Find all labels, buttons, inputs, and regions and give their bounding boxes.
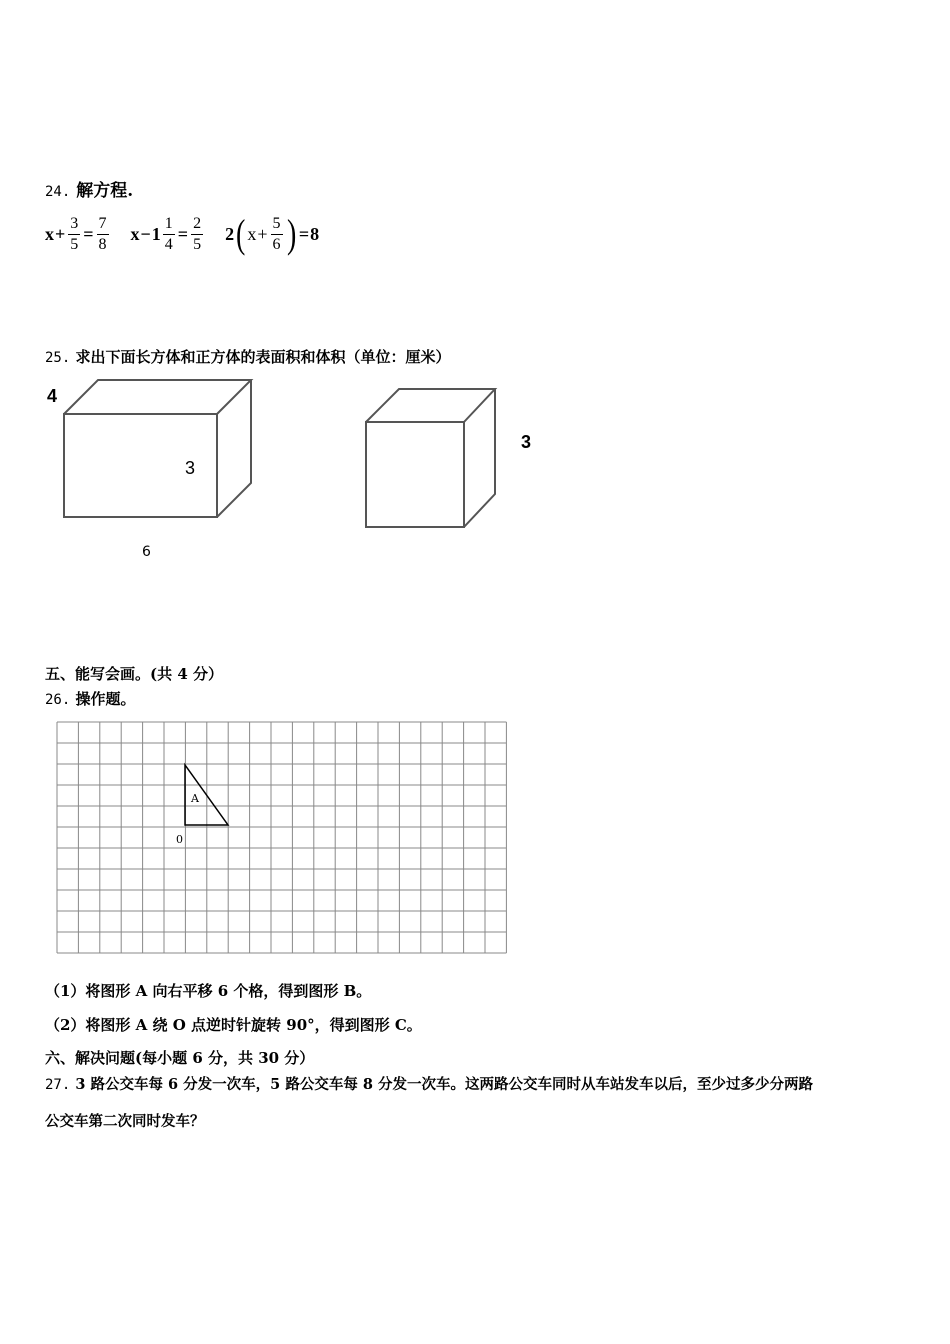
q26-sub2: （2）将图形 A 绕 O 点逆时针旋转 90°，得到图形 C。 (45, 1016, 422, 1034)
q26-sub1: （1）将图形 A 向右平移 6 个格，得到图形 B。 (45, 982, 372, 1000)
q24-title: 解方程. (76, 181, 134, 201)
eq1-equals: = (83, 223, 94, 244)
q25-number: 25. (45, 350, 71, 366)
q27-number: 27. (45, 1077, 71, 1093)
equation-1 (45, 216, 111, 253)
eq3-coef: 2 (225, 223, 235, 244)
q25-heading (45, 346, 451, 367)
section5-title: 五、能写会画。(共 4 分） (45, 665, 223, 683)
eq2-f2-denominator: 5 (193, 235, 202, 253)
eq2-f1-denominator: 4 (164, 235, 173, 253)
eq2-f2-numerator: 2 (191, 216, 203, 235)
eq1-f1-numerator: 3 (68, 216, 80, 235)
grid-lines (57, 722, 506, 953)
cube-drawing (366, 389, 495, 527)
eq2-f1-numerator: 1 (163, 216, 175, 235)
point-o-label: 0 (176, 833, 183, 846)
q25-title: 求出下面长方体和正方体的表面积和体积（单位：厘米） (75, 348, 451, 366)
figure-a-label: A (191, 792, 199, 805)
eq3-left-paren: ( (236, 211, 246, 256)
eq1-fraction-2 (97, 216, 109, 253)
q24-heading (45, 176, 133, 201)
eq3-right-paren: ) (286, 211, 296, 256)
eq3-plus: + (257, 223, 268, 244)
eq1-var: x (45, 223, 54, 244)
eq3-denominator: 6 (272, 235, 281, 253)
eq2-fraction-2 (191, 216, 203, 253)
eq2-whole: 1 (151, 223, 161, 244)
eq3-numerator: 5 (271, 216, 283, 235)
q27-text-line2: 公交车第二次同时发车？ (45, 1113, 205, 1130)
q24-equations (45, 208, 339, 260)
cuboid-depth-label: 4 (47, 386, 58, 406)
equation-2 (131, 216, 206, 253)
eq2-equals: = (177, 223, 189, 244)
q24-number: 24. (45, 184, 71, 200)
cuboid-height-label: 3 (185, 458, 196, 478)
eq3-equals: = (298, 223, 310, 244)
cuboid-drawing (64, 380, 251, 517)
grid-figure (50, 715, 520, 965)
q26-heading (45, 688, 136, 709)
eq1-fraction-1 (68, 216, 80, 253)
cuboid-length-label: 6 (142, 544, 151, 560)
eq3-fraction (271, 216, 283, 253)
solids-figure (0, 370, 600, 570)
q26-number: 26. (45, 692, 71, 708)
eq2-fraction-1 (163, 216, 175, 253)
eq2-var: x (130, 223, 140, 244)
q26-title: 操作题。 (75, 690, 136, 708)
eq1-plus: + (55, 223, 66, 244)
eq1-f2-denominator: 8 (98, 235, 107, 253)
eq3-rhs: 8 (310, 223, 320, 244)
q27-line1 (45, 1073, 813, 1094)
eq2-minus: − (140, 223, 151, 244)
eq1-f2-numerator: 7 (97, 216, 109, 235)
eq3-var: x (247, 223, 257, 244)
equation-3 (225, 211, 320, 256)
eq1-f1-denominator: 5 (70, 235, 79, 253)
section6-title: 六、解决问题(每小题 6 分，共 30 分） (45, 1049, 315, 1067)
q27-text-line1: 3 路公交车每 6 分发一次车，5 路公交车每 8 分发一次车。这两路公交车同时从车站发车以后，至少过多少分两路 (75, 1076, 814, 1093)
cube-edge-label: 3 (521, 432, 532, 452)
